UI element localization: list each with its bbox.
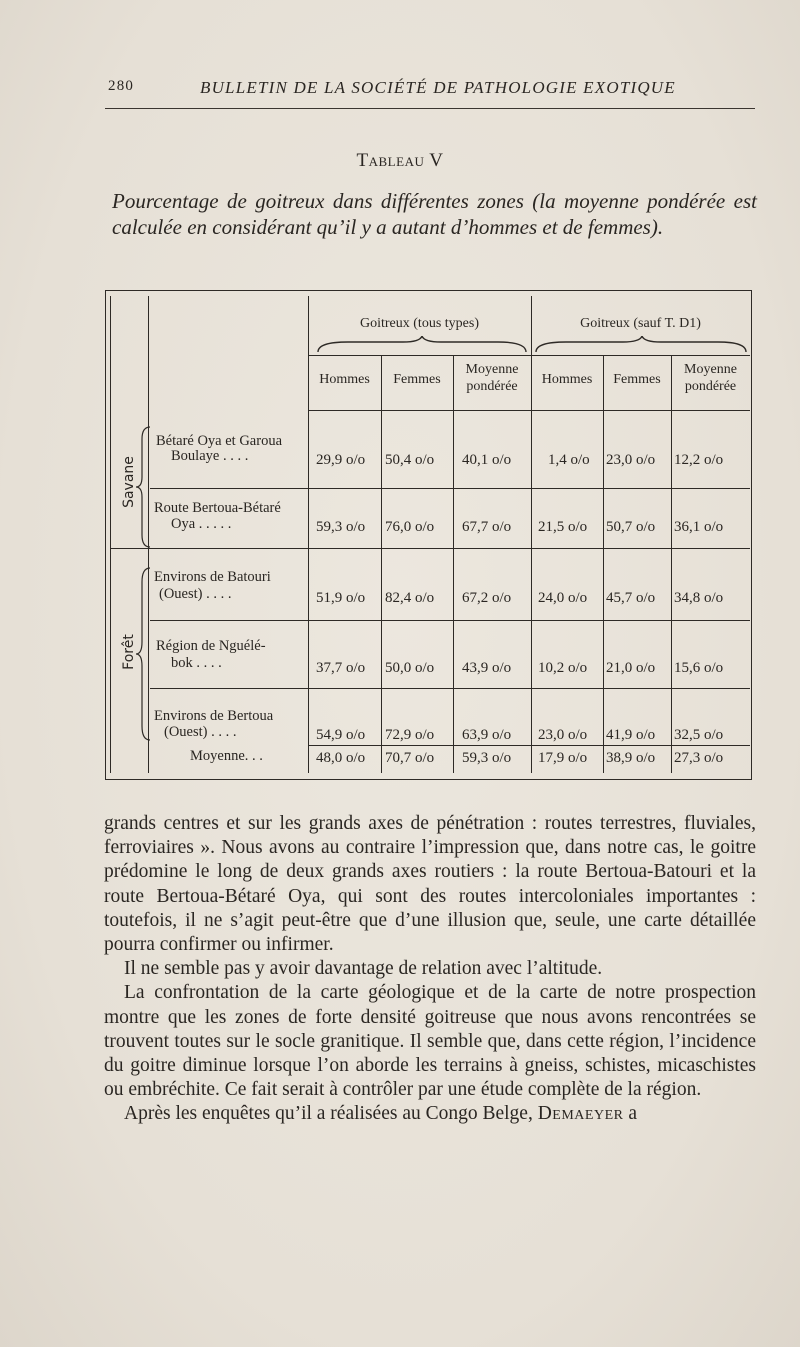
value-cell: 59,3 o/o	[316, 519, 366, 535]
header-bottom-rule	[308, 410, 750, 411]
value-cell: 21,5 o/o	[538, 519, 588, 535]
value-cell: 82,4 o/o	[385, 590, 435, 606]
place-label: Environs de Batouri	[154, 569, 271, 585]
place-label: Région de Nguélé-	[156, 638, 266, 654]
place-label: (Ouest) . . . .	[164, 724, 237, 740]
value-cell: 50,4 o/o	[385, 452, 435, 468]
average-value: 38,9 o/o	[606, 750, 656, 766]
value-cell: 67,2 o/o	[462, 590, 512, 606]
value-cell: 54,9 o/o	[316, 727, 366, 743]
row-divider	[150, 688, 750, 689]
value-cell: 10,2 o/o	[538, 660, 588, 676]
page-number: 280	[108, 78, 135, 94]
col-ponderee-2: pondérée	[684, 379, 737, 394]
paragraph: Après les enquêtes qu’il a réalisées au Congo Belge, Demaeyer a	[124, 1103, 637, 1125]
place-label: Boulaye . . . .	[171, 448, 249, 464]
col-hommes: Hommes	[319, 372, 370, 387]
value-cell: 32,5 o/o	[674, 727, 724, 743]
author-name: Demaeyer	[537, 1103, 624, 1125]
average-value: 48,0 o/o	[316, 750, 366, 766]
value-cell: 76,0 o/o	[385, 519, 435, 535]
col-hommes-2: Hommes	[541, 372, 593, 387]
place-label: Route Bertoua-Bétaré	[154, 500, 281, 516]
row-divider	[150, 488, 750, 489]
value-cell: 23,0 o/o	[538, 727, 588, 743]
column-divider	[308, 296, 309, 773]
column-divider	[381, 355, 382, 773]
row-divider	[150, 620, 750, 621]
foret-brace	[136, 566, 152, 742]
value-cell: 15,6 o/o	[674, 660, 724, 676]
average-value: 27,3 o/o	[674, 750, 724, 766]
average-value: 17,9 o/o	[538, 750, 588, 766]
value-cell: 43,9 o/o	[462, 660, 512, 676]
average-value: 70,7 o/o	[385, 750, 435, 766]
col-moyenne: Moyenne	[465, 362, 519, 377]
value-cell: 1,4 o/o	[548, 452, 590, 468]
value-cell: 72,9 o/o	[385, 727, 435, 743]
value-cell: 50,0 o/o	[385, 660, 435, 676]
place-label: Environs de Bertoua	[154, 708, 274, 724]
savane-brace	[136, 425, 152, 550]
value-cell: 45,7 o/o	[606, 590, 656, 606]
zone-savane: Savane	[121, 456, 137, 508]
col-ponderee: pondérée	[466, 379, 518, 394]
column-divider	[603, 355, 604, 773]
value-cell: 50,7 o/o	[606, 519, 656, 535]
column-divider	[531, 296, 532, 773]
column-divider	[453, 355, 454, 773]
zone-foret: Forêt	[121, 634, 137, 670]
value-cell: 41,9 o/o	[606, 727, 656, 743]
value-cell: 34,8 o/o	[674, 590, 724, 606]
value-cell: 23,0 o/o	[606, 452, 656, 468]
average-rule	[308, 745, 750, 746]
header-braces	[308, 336, 750, 358]
place-label: Oya . . . . .	[171, 516, 232, 532]
place-label: Bétaré Oya et Garoua	[156, 433, 283, 449]
average-label: Moyenne. . .	[190, 748, 263, 764]
place-label: (Ouest) . . . .	[159, 586, 232, 602]
header-rule	[105, 108, 755, 109]
value-cell: 12,2 o/o	[674, 452, 724, 468]
col-moyenne-2: Moyenne	[684, 362, 737, 377]
paragraph: Il ne semble pas y avoir davantage de relation avec l’altitude.	[124, 958, 603, 980]
average-value: 59,3 o/o	[462, 750, 512, 766]
value-cell: 24,0 o/o	[538, 590, 588, 606]
zone-divider-rule	[110, 548, 750, 549]
value-cell: 29,9 o/o	[316, 452, 366, 468]
paragraph: La confrontation de la carte géologique et de la carte de notre prospection montre que les zones de forte densité goitreuse que nous avons rencontrées se trouvent toutes sur le socle granitique. Il semble que, dans cette région, l’incidence du goitre diminue lorsque l’on aborde les terrains à gneiss, schistes, micaschistes ou embréchite. Ce fait serait à contrôler par une étude complète de la région.	[104, 982, 756, 1101]
col-femmes: Femmes	[393, 372, 441, 387]
value-cell: 63,9 o/o	[462, 727, 512, 743]
value-cell: 21,0 o/o	[606, 660, 656, 676]
col-femmes-2: Femmes	[613, 372, 661, 387]
table-caption: Pourcentage de goitreux dans différentes zones (la moyenne pondérée est calculée en considérant qu’il y a autant d’hommes et de femmes).	[112, 189, 757, 239]
value-cell: 37,7 o/o	[316, 660, 366, 676]
paragraph: grands centres et sur les grands axes de pénétration : routes terrestres, fluviales, ferroviaires ». Nous avons au contraire l’impression que, dans notre cas, le goitre prédomine le long de deux grands axes routiers : la route Bertoua-Batouri et la route Bertoua-Bétaré Oya, qui sont des routes intercoloniales importantes : toutefois, il ne s’agit peut-être que d’une illusion que, seule, une carte détaillée pourra confirmer ou infirmer.	[104, 813, 756, 956]
value-cell: 36,1 o/o	[674, 519, 724, 535]
body-text	[104, 812, 756, 1127]
column-divider	[671, 355, 672, 773]
group-header-excluding: Goitreux (sauf T. D1)	[580, 316, 701, 331]
journal-title: BULLETIN DE LA SOCIÉTÉ DE PATHOLOGIE EXOTIQUE	[200, 78, 676, 97]
value-cell: 51,9 o/o	[316, 590, 366, 606]
group-header-all-types: Goitreux (tous types)	[360, 316, 479, 331]
table-label: Tableau V	[356, 150, 444, 171]
place-label: bok . . . .	[171, 655, 222, 671]
value-cell: 40,1 o/o	[462, 452, 512, 468]
value-cell: 67,7 o/o	[462, 519, 512, 535]
